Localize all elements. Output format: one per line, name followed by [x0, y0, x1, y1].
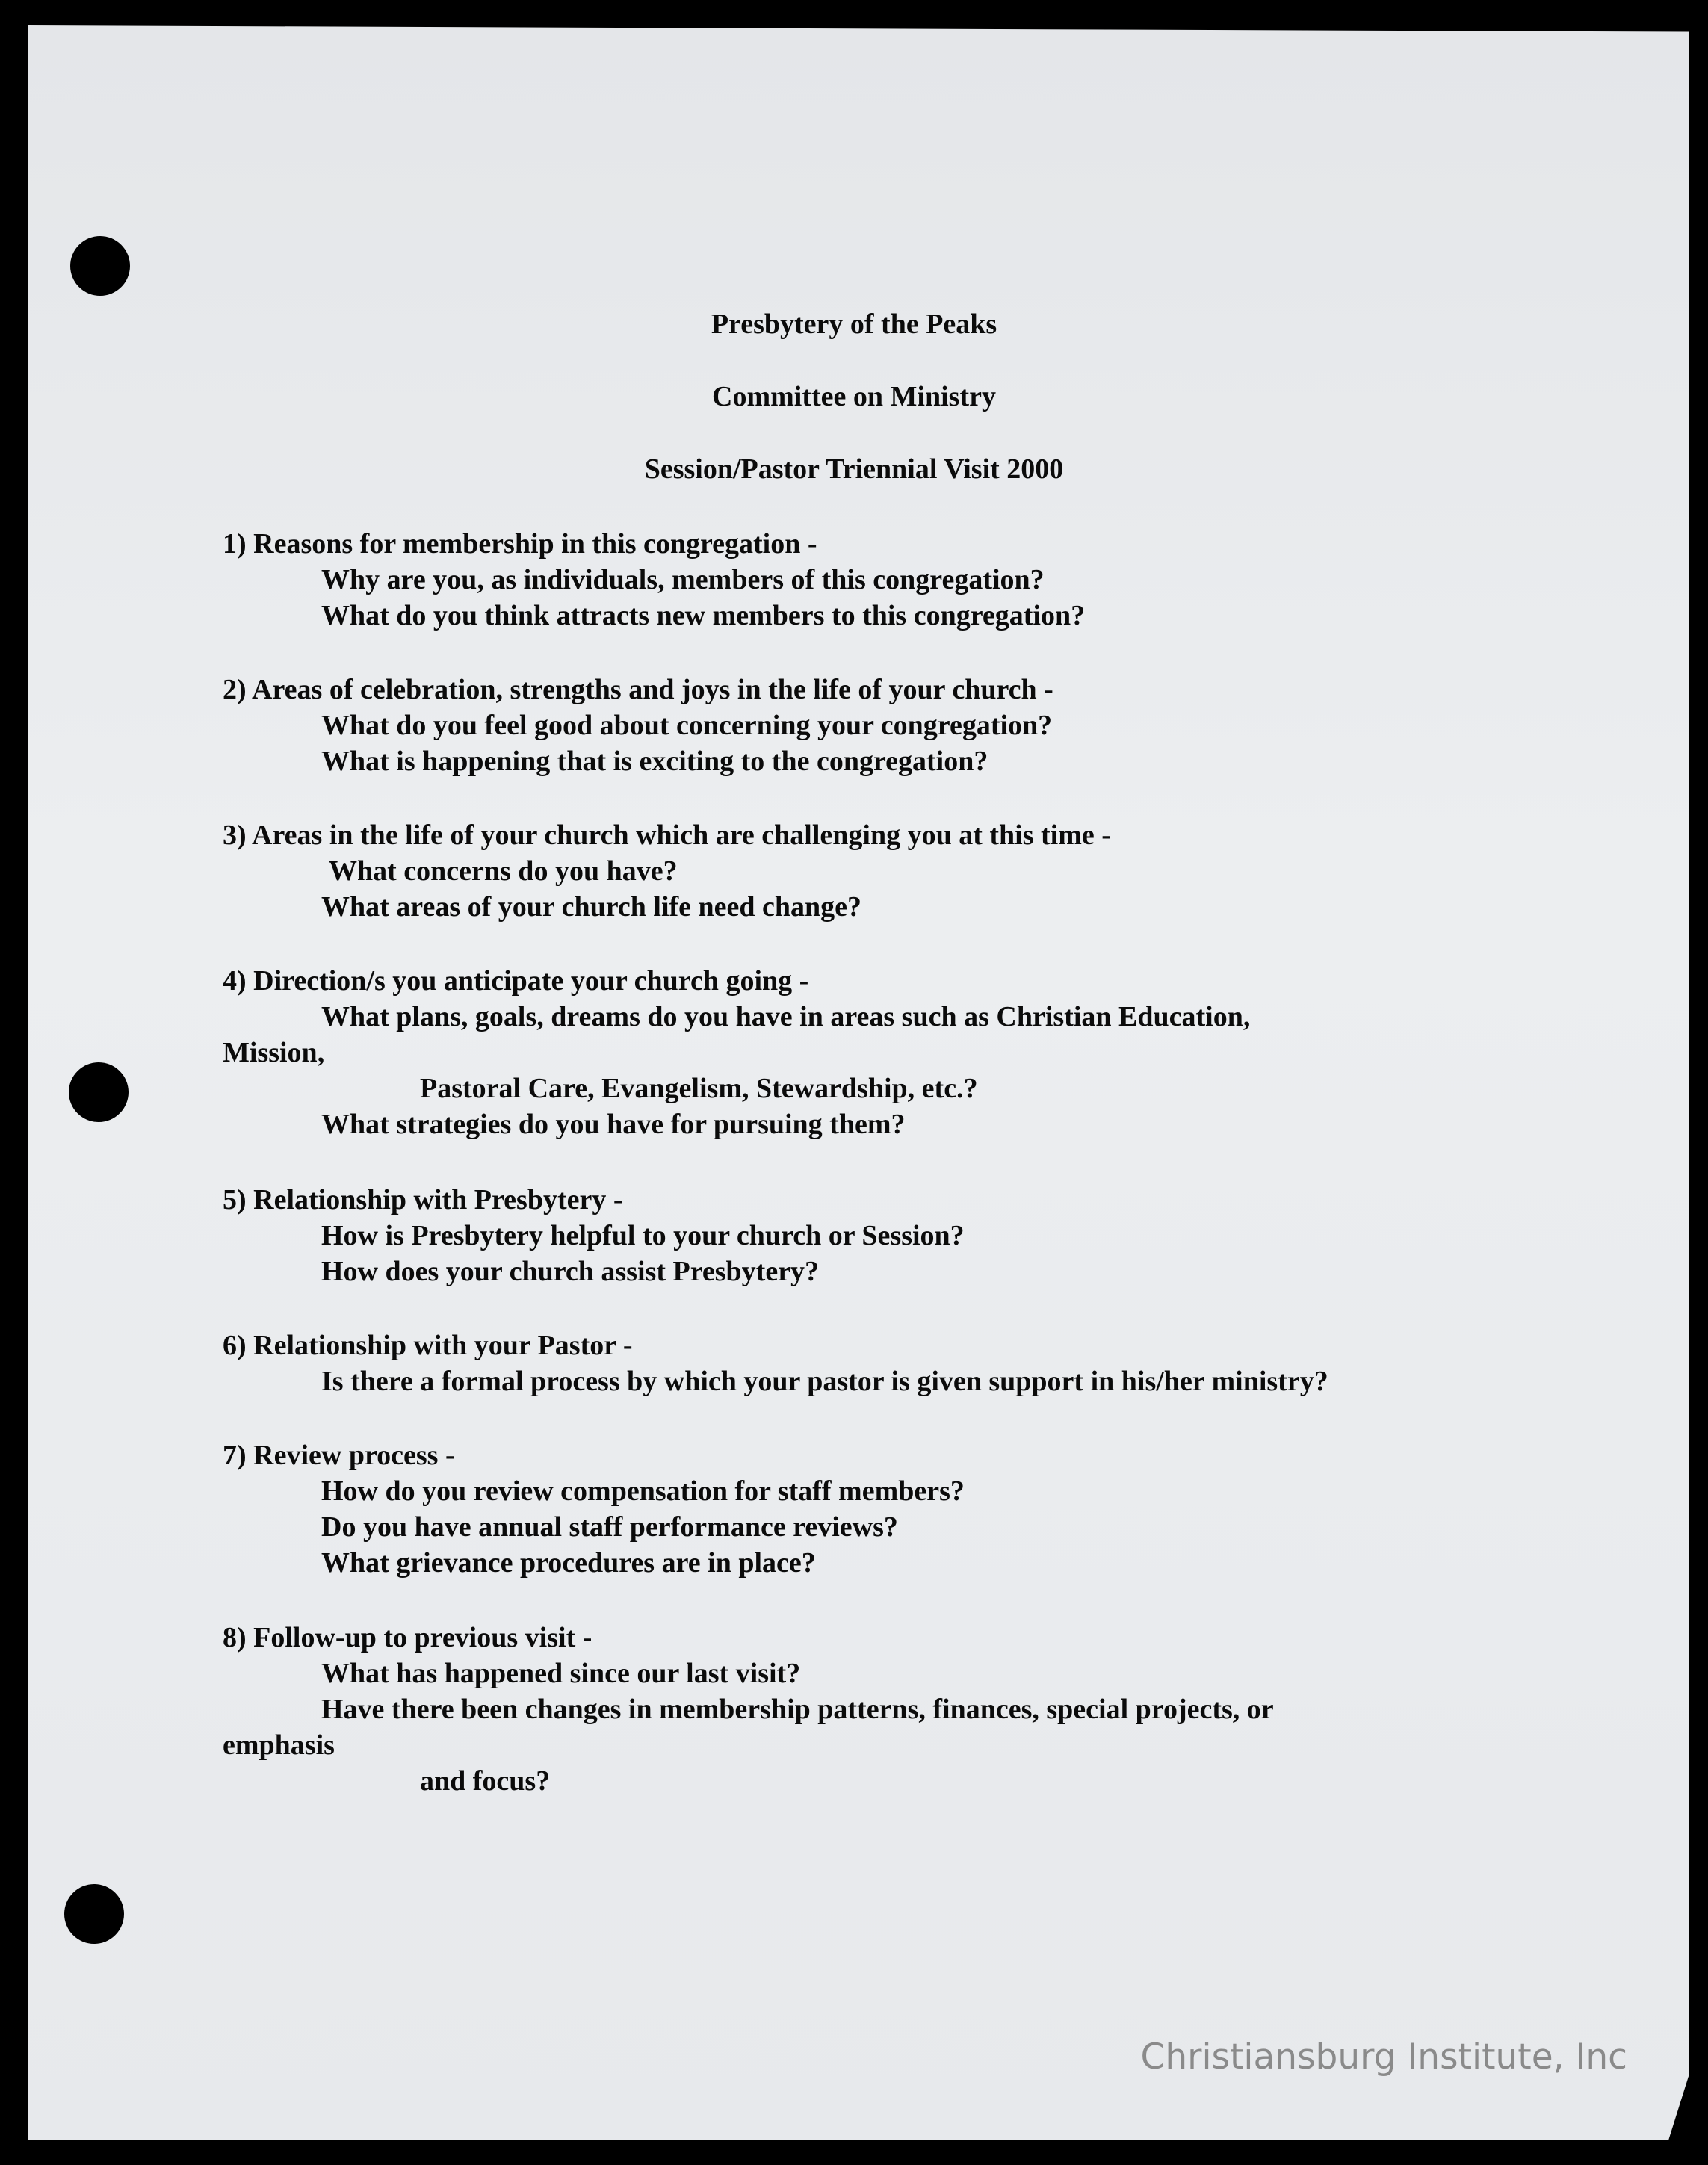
punch-hole-middle	[69, 1062, 129, 1122]
question-3	[223, 817, 1111, 925]
question-4	[223, 963, 1250, 1142]
question-line: What plans, goals, dreams do you have in areas such as Christian Education,	[321, 1001, 1251, 1032]
question-line: What concerns do you have?	[329, 855, 678, 887]
question-line: How does your church assist Presbytery?	[321, 1256, 820, 1287]
document-subtitle: Committee on Ministry	[712, 381, 996, 412]
question-line: emphasis	[223, 1729, 335, 1761]
question-heading: 6) Relationship with your Pastor -	[223, 1330, 633, 1361]
punch-hole-bottom	[64, 1884, 124, 1944]
document-visit-title: Session/Pastor Triennial Visit 2000	[644, 453, 1064, 485]
question-heading: 3) Areas in the life of your church which are challenging you at this time -	[223, 820, 1111, 851]
question-line: Is there a formal process by which your pastor is given support in his/her ministry?	[321, 1366, 1328, 1397]
institution-watermark: Christiansburg Institute, Inc	[1140, 2037, 1627, 2078]
document-title: Presbytery of the Peaks	[711, 309, 997, 340]
question-line: Have there been changes in membership patterns, finances, special projects, or	[321, 1694, 1274, 1725]
question-5	[223, 1182, 965, 1289]
question-2	[223, 672, 1053, 779]
question-line: Do you have annual staff performance reviews?	[321, 1511, 898, 1543]
punch-hole-top	[70, 236, 130, 296]
question-1	[223, 526, 1085, 634]
question-heading: 4) Direction/s you anticipate your church going -	[223, 965, 809, 997]
question-heading: 8) Follow-up to previous visit -	[223, 1622, 592, 1653]
question-8	[223, 1620, 1274, 1799]
question-line: What grievance procedures are in place?	[321, 1547, 816, 1579]
question-6	[223, 1328, 1328, 1399]
question-line: What strategies do you have for pursuing them?	[321, 1109, 906, 1140]
question-line: Mission,	[223, 1037, 325, 1068]
question-line: What do you think attracts new members to this congregation?	[321, 600, 1086, 631]
question-heading: 1) Reasons for membership in this congregation -	[223, 528, 817, 560]
question-line: How do you review compensation for staff members?	[321, 1475, 965, 1507]
question-line: What has happened since our last visit?	[321, 1658, 801, 1689]
question-line: How is Presbytery helpful to your church or Session?	[321, 1220, 965, 1251]
question-heading: 2) Areas of celebration, strengths and joys in the life of your church -	[223, 674, 1053, 705]
question-heading: 5) Relationship with Presbytery -	[223, 1184, 623, 1215]
question-7	[223, 1437, 965, 1581]
question-line: Pastoral Care, Evangelism, Stewardship, etc.?	[420, 1073, 978, 1104]
question-line: Why are you, as individuals, members of this congregation?	[321, 564, 1045, 595]
question-line: and focus?	[420, 1765, 551, 1797]
question-line: What areas of your church life need change?	[321, 891, 862, 923]
question-heading: 7) Review process -	[223, 1440, 455, 1471]
question-line: What is happening that is exciting to the congregation?	[321, 746, 988, 777]
question-line: What do you feel good about concerning your congregation?	[321, 710, 1053, 741]
